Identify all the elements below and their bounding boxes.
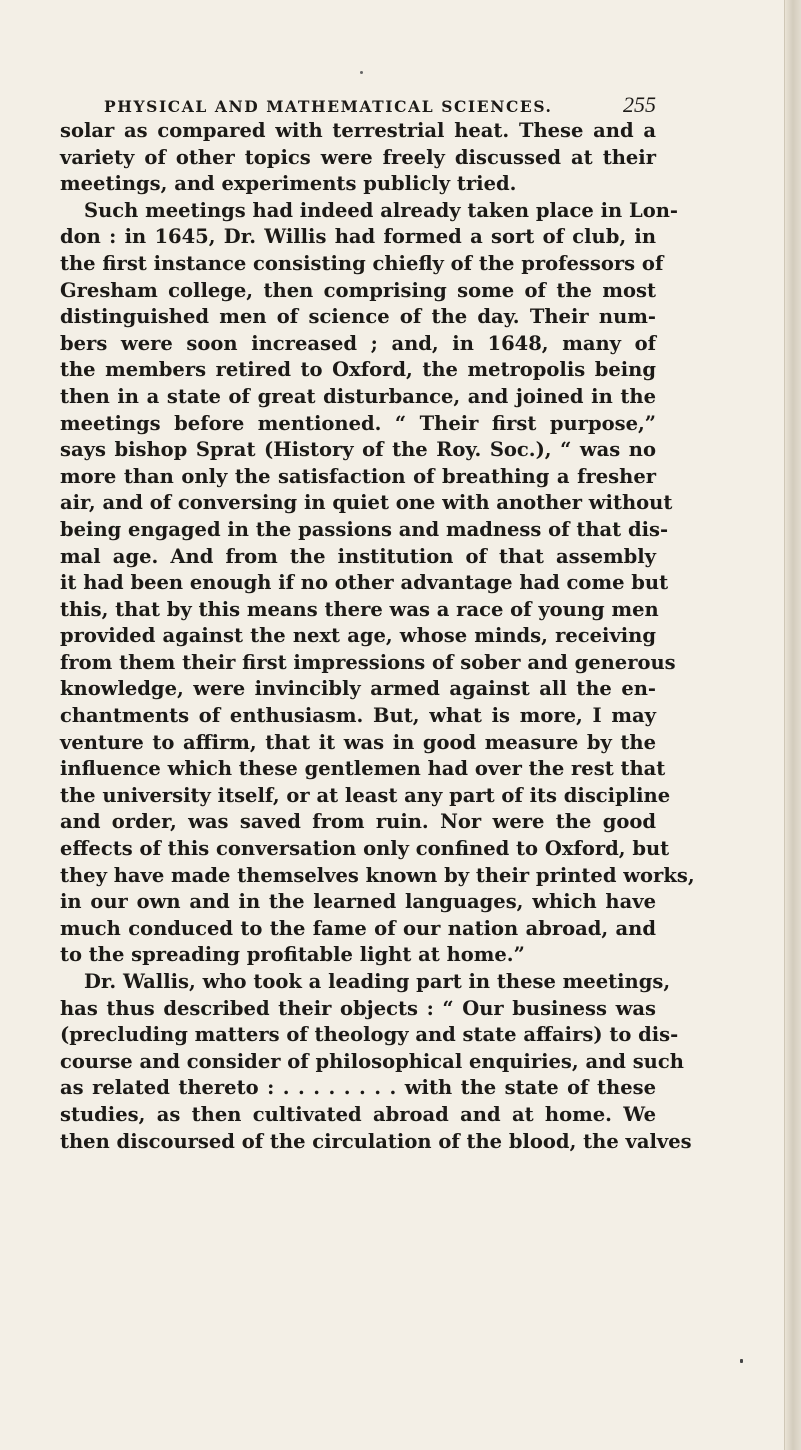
text-line: then in a state of great disturbance, and joined in the (60, 384, 656, 408)
text-line: this, that by this means there was a race of young men (60, 597, 659, 621)
text-line: chantments of enthusiasm. But, what is more, I may (60, 704, 656, 728)
text-line: says bishop Sprat (History of the Roy. Soc.), “ was no (60, 438, 656, 462)
text-line: and order, was saved from ruin. Nor were the good (60, 810, 656, 834)
page-binding-edge (784, 0, 801, 1450)
body-text (60, 118, 695, 1155)
running-title: PHYSICAL AND MATHEMATICAL SCIENCES. (104, 97, 553, 116)
text-line: they have made themselves known by their printed works, (60, 863, 695, 887)
text-line: to the spreading profitable light at home.” (60, 943, 525, 967)
text-line: the first instance consisting chiefly of the professors of (60, 251, 664, 275)
text-line: variety of other topics were freely discussed at their (60, 145, 656, 169)
text-line: meetings before mentioned. “ Their first purpose,” (60, 411, 656, 435)
text-line: meetings, and experiments publicly tried. (60, 172, 517, 196)
text-line: influence which these gentlemen had over the rest that (60, 757, 666, 781)
text-line: being engaged in the passions and madness of that dis- (60, 517, 669, 541)
text-line: mal age. And from the institution of that assembly (60, 544, 656, 568)
text-line: has thus described their objects : “ Our business was (60, 996, 656, 1020)
text-line: knowledge, were invincibly armed against all the en- (60, 677, 656, 701)
text-line: Gresham college, then comprising some of the most (60, 278, 656, 302)
text-line: as related thereto : . . . . . . . . with the state of these (60, 1076, 656, 1100)
text-line: the university itself, or at least any part of its discipline (60, 783, 671, 807)
text-line: it had been enough if no other advantage had come but (60, 571, 669, 595)
print-speck (740, 1359, 743, 1363)
text-line: then discoursed of the circulation of the blood, the valves (60, 1129, 692, 1153)
text-line: in our own and in the learned languages, which have (60, 890, 656, 914)
text-line: Such meetings had indeed already taken place in Lon- (84, 198, 678, 222)
text-line: studies, as then cultivated abroad and at home. We (60, 1102, 656, 1126)
text-line: venture to affirm, that it was in good measure by the (60, 730, 656, 754)
text-line: much conduced to the fame of our nation abroad, and (60, 916, 656, 940)
print-speck (360, 71, 363, 74)
text-line: air, and of conversing in quiet one with another without (60, 491, 673, 515)
text-line: from them their first impressions of sober and generous (60, 650, 676, 674)
text-line: more than only the satisfaction of breathing a fresher (60, 464, 656, 488)
text-line: (precluding matters of theology and state affairs) to dis- (60, 1023, 679, 1047)
text-line: effects of this conversation only confined to Oxford, but (60, 837, 670, 861)
text-line: bers were soon increased ; and, in 1648, many of (60, 331, 656, 355)
page-header (104, 92, 656, 118)
text-line: solar as compared with terrestrial heat. These and a (60, 119, 656, 142)
text-line: course and consider of philosophical enquiries, and such (60, 1049, 684, 1073)
text-line: don : in 1645, Dr. Willis had formed a sort of club, in (60, 225, 656, 249)
text-line: provided against the next age, whose minds, receiving (60, 624, 656, 648)
page-number: 255 (623, 92, 656, 117)
text-line: Dr. Wallis, who took a leading part in these meetings, (84, 970, 671, 993)
text-line: distinguished men of science of the day. Their num- (60, 305, 656, 329)
text-line: the members retired to Oxford, the metropolis being (60, 358, 656, 382)
